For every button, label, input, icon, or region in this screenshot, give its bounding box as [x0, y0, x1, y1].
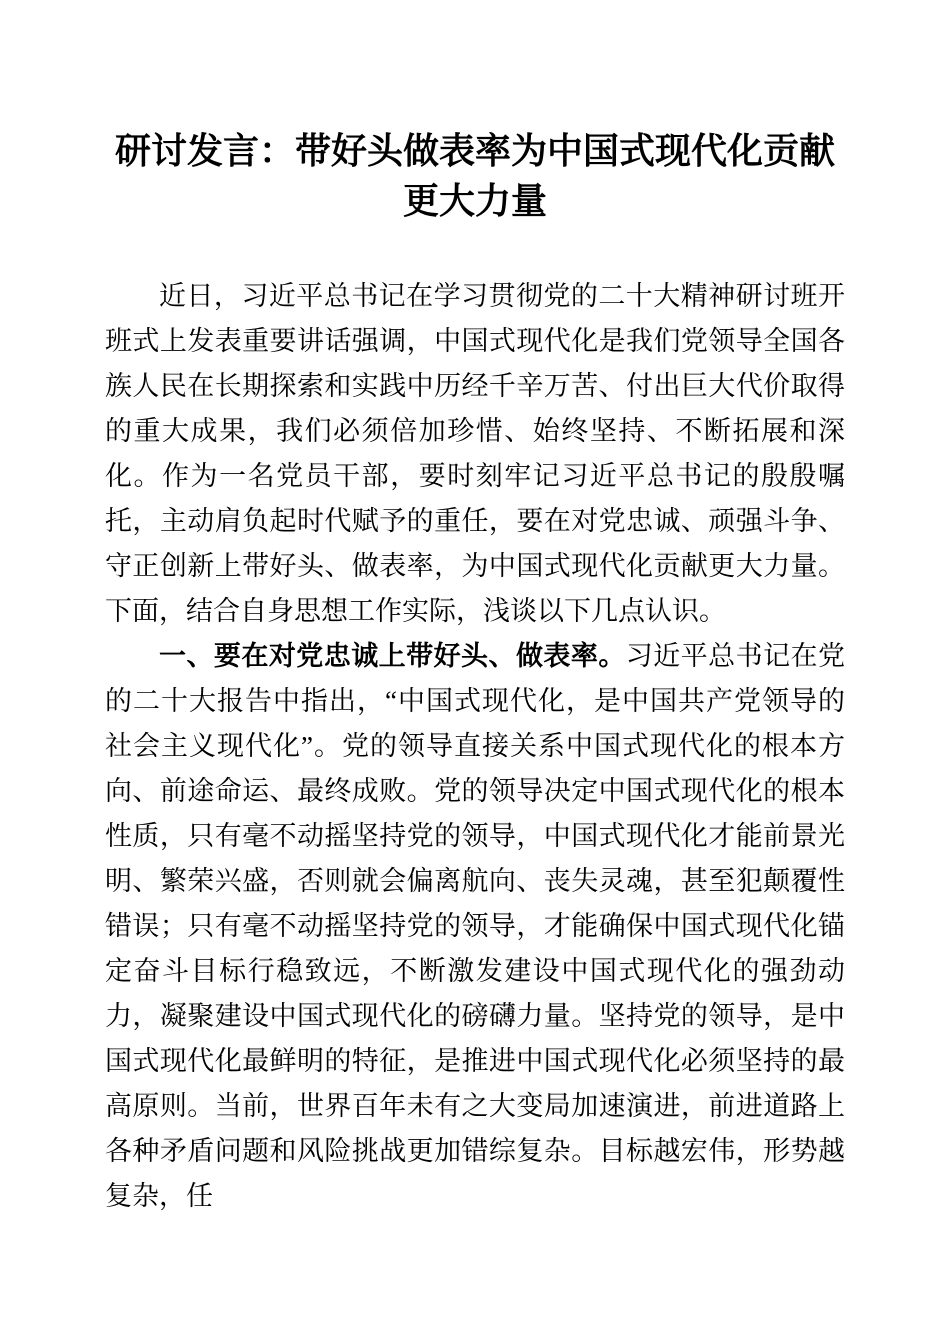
paragraph-2-bold-lead: 一、要在对党忠诚上带好头、做表率。 — [159, 641, 626, 671]
paragraph-2-text: 习近平总书记在党的二十大报告中指出，“中国式现代化，是中国共产党领导的社会主义现代化”。党的领导直接关系中国式现代化的根本方向、前途命运、最终成败。党的领导决定中国式现代化的根本性质，只有毫不动摇坚持党的领导，中国式现代化才能前景光明、繁荣兴盛，否则就会偏离航向、丧失灵魂，甚至犯颠覆性错误；只有毫不动摇坚持党的领导，才能确保中国式现代化锚定奋斗目标行稳致远，不断激发建设中国式现代化的强劲动力，凝聚建设中国式现代化的磅礴力量。坚持党的领导，是中国式现代化最鲜明的特征，是推进中国式现代化必须坚持的最高原则。当前，世界百年未有之大变局加速演进，前进道路上各种矛盾问题和风险挑战更加错综复杂。目标越宏伟，形势越复杂，任 — [105, 641, 846, 1211]
paragraph-1-text: 近日，习近平总书记在学习贯彻党的二十大精神研讨班开班式上发表重要讲话强调，中国式现代化是我们党领导全国各族人民在长期探索和实践中历经千辛万苦、付出巨大代价取得的重大成果，我们必须倍加珍惜、始终坚持、不断拓展和深化。作为一名党员干部，要时刻牢记习近平总书记的殷殷嘱托，主动肩负起时代赋予的重任，要在对党忠诚、顽强斗争、守正创新上带好头、做表率，为中国式现代化贡献更大力量。下面，结合自身思想工作实际，浅谈以下几点认识。 — [105, 281, 845, 626]
document-body — [105, 274, 845, 1219]
document-title: 研讨发言：带好头做表率为中国式现代化贡献更大力量 — [114, 131, 835, 221]
paragraph — [105, 274, 845, 634]
paragraph — [105, 634, 845, 1219]
